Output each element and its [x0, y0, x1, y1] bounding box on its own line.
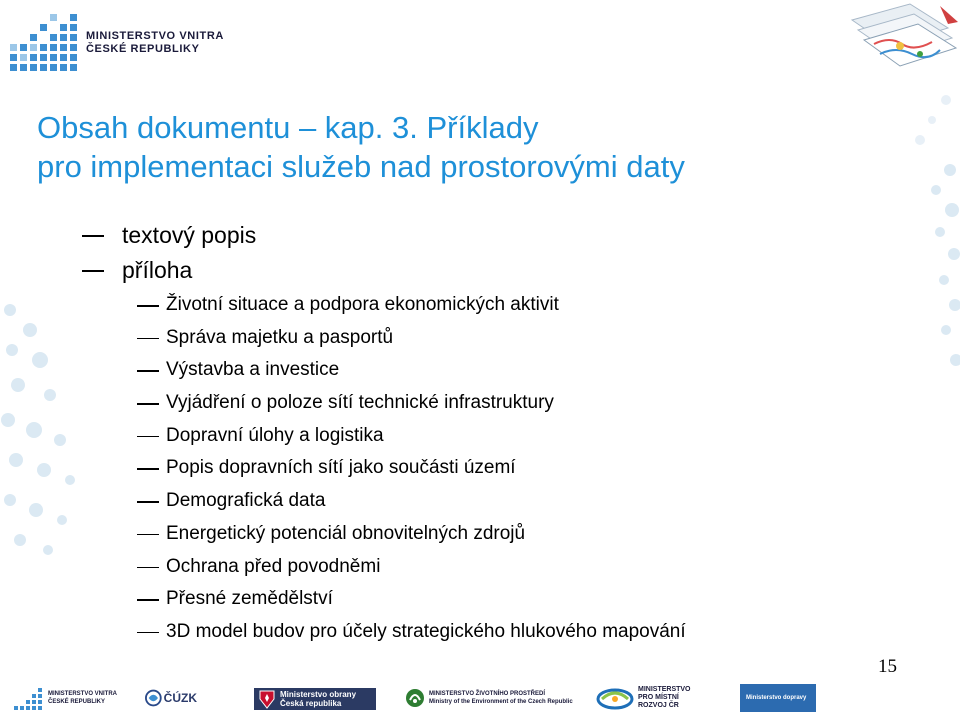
dash-bullet-icon: [137, 403, 159, 405]
dash-bullet-icon: [137, 370, 159, 372]
mmr-logo-text: MINISTERSTVO PRO MÍSTNÍ ROZVOJ ČR: [638, 686, 691, 709]
list-item: [137, 518, 686, 551]
list-item: [137, 452, 686, 485]
list-item-label: Správa majetku a pasportů: [166, 326, 394, 348]
list-item-label: Výstavba a investice: [166, 359, 340, 381]
list-item: [137, 420, 686, 453]
mv-logo-icon: [14, 686, 44, 710]
mzp-footer-logo: [405, 680, 575, 716]
list-item: [137, 616, 686, 649]
list-item: [137, 387, 686, 420]
page-title-line-2: pro implementaci služeb nad prostorovými daty: [37, 149, 685, 184]
cuzk-footer-logo: [145, 680, 197, 716]
list-item-label: Energetický potenciál obnovitelných zdrojů: [166, 522, 526, 544]
mzp-logo-icon: [405, 688, 425, 708]
dash-bullet-icon: [137, 305, 159, 307]
page-title-line-1: Obsah dokumentu – kap. 3. Příklady: [37, 110, 539, 145]
dash-bullet-icon: [137, 599, 159, 601]
mo-emblem-icon: [258, 689, 276, 709]
list-item: [82, 254, 256, 289]
list-item-label: Demografická data: [166, 490, 326, 512]
list-item: [137, 551, 686, 584]
list-item: [137, 322, 686, 355]
dash-bullet-icon: [137, 338, 159, 340]
list-item-label: Dopravní úlohy a logistika: [166, 424, 384, 446]
ministry-logo: [4, 12, 234, 76]
list-item-label: Životní situace a podpora ekonomických aktivit: [166, 294, 559, 315]
cuzk-logo-text: ČÚZK: [163, 691, 197, 705]
list-item-label: příloha: [122, 257, 193, 283]
list-item-label: Popis dopravních sítí jako součásti území: [166, 457, 516, 479]
dash-bullet-icon: [82, 235, 104, 237]
dash-bullet-icon: [137, 501, 159, 503]
list-item-label: Vyjádření o poloze sítí technické infrastruktury: [166, 392, 554, 414]
page-number: 15: [878, 656, 897, 677]
list-item: [137, 289, 686, 322]
ministry-logo-icon: [4, 12, 82, 74]
dash-bullet-icon: [137, 468, 159, 470]
cuzk-logo-icon: [145, 689, 162, 707]
map-layers-icon: [840, 0, 960, 68]
mo-footer-logo: [254, 688, 376, 710]
list-item-label: Přesné zemědělství: [166, 588, 333, 610]
mo-logo-text: Ministerstvo obrany Česká republika: [280, 690, 357, 708]
md-logo-text: Ministerstvo dopravy: [746, 695, 807, 701]
mv-logo-text: MINISTERSTVO VNITRA ČESKÉ REPUBLIKY: [48, 691, 118, 705]
page-title: [37, 108, 917, 186]
list-item: [137, 485, 686, 518]
sub-bullet-list: [137, 289, 686, 649]
mv-footer-logo: [14, 680, 124, 716]
list-item-label: 3D model budov pro účely strategického hlukového mapování: [166, 620, 686, 642]
main-bullet-list: [82, 219, 256, 289]
ministry-logo-text: MINISTERSTVO VNITRA ČESKÉ REPUBLIKY: [86, 30, 224, 55]
dash-bullet-icon: [137, 436, 159, 438]
dash-bullet-icon: [137, 632, 159, 634]
mzp-logo-text: MINISTERSTVO ŽIVOTNÍHO PROSTŘEDÍ Ministry of the Environment of the Czech Republic: [429, 691, 573, 705]
list-item: [82, 219, 256, 254]
list-item-label: textový popis: [122, 222, 257, 248]
dash-bullet-icon: [137, 534, 159, 536]
md-footer-logo: [740, 684, 816, 712]
list-item: [137, 583, 686, 616]
mmr-footer-logo: [596, 680, 706, 716]
list-item: [137, 354, 686, 387]
dash-bullet-icon: [137, 567, 159, 569]
mmr-logo-icon: [596, 685, 634, 711]
dash-bullet-icon: [82, 270, 104, 272]
list-item-label: Ochrana před povodněmi: [166, 555, 381, 577]
footer-logo-strip: [0, 680, 960, 719]
